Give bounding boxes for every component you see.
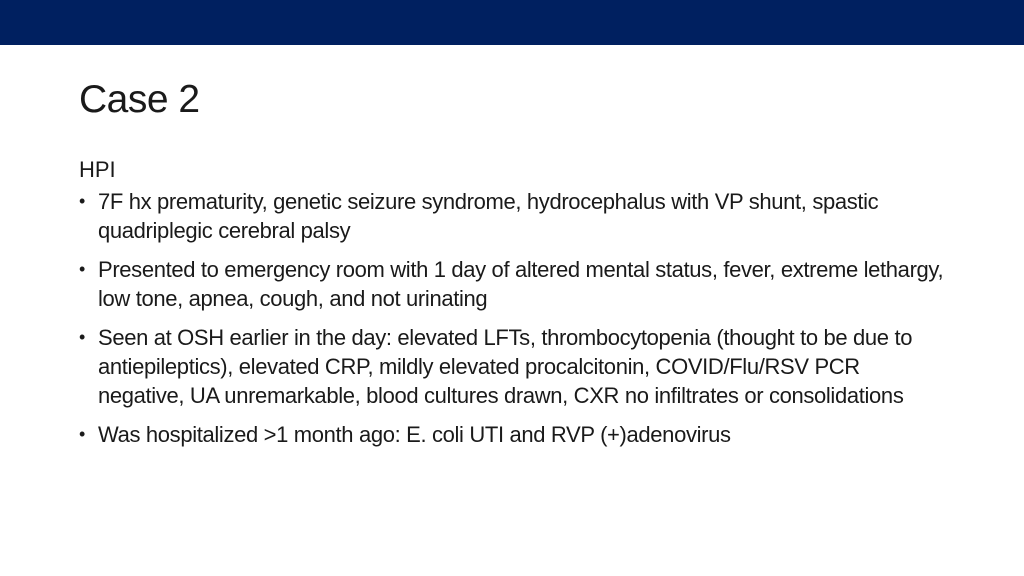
header-bar <box>0 0 1024 45</box>
bullet-text: Presented to emergency room with 1 day of altered mental status, fever, extreme lethargy, low tone, apnea, cough, and not urinating <box>98 257 944 311</box>
bullet-text: Was hospitalized >1 month ago: E. coli UTI and RVP (+)adenovirus <box>98 422 731 447</box>
bullet-text: 7F hx prematurity, genetic seizure syndrome, hydrocephalus with VP shunt, spastic quadriplegic cerebral palsy <box>98 189 879 243</box>
bullet-icon: • <box>79 191 85 211</box>
section-heading: HPI <box>79 157 116 182</box>
bullet-icon: • <box>79 327 85 347</box>
slide-body <box>79 155 949 459</box>
bullet-icon: • <box>79 424 85 444</box>
bullet-item <box>79 187 949 245</box>
slide-title: Case 2 <box>79 78 200 121</box>
bullet-item <box>79 255 949 313</box>
bullet-icon: • <box>79 259 85 279</box>
bullet-list <box>79 187 949 449</box>
bullet-item <box>79 420 949 449</box>
bullet-item <box>79 323 949 410</box>
bullet-text: Seen at OSH earlier in the day: elevated LFTs, thrombocytopenia (thought to be due to antiepileptics), elevated CRP, mildly elevated procalcitonin, COVID/Flu/RSV PCR negative, UA unremarkable, blood cultures drawn, CXR no infiltrates or consolidations <box>98 325 913 408</box>
